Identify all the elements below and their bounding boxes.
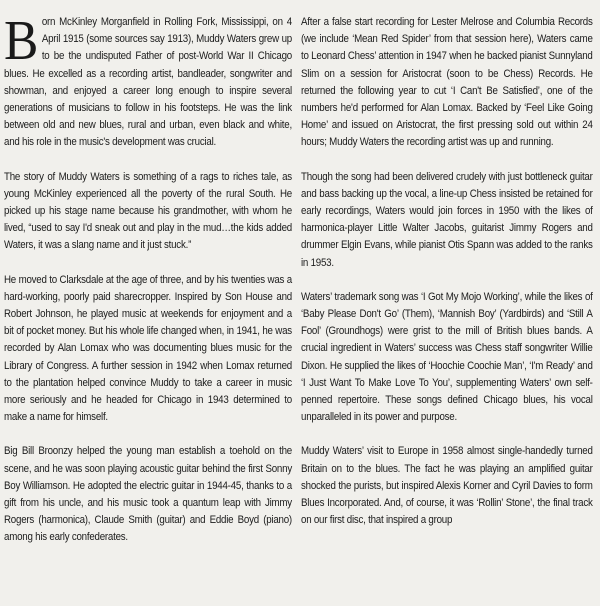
left-column — [4, 10, 292, 564]
paragraph-1-text: orn McKinley Morganfield in Rolling Fork, Mississippi, on 4 April 1915 (some sources say 1913), Muddy Waters grew up to be the undisputed Father of post-World War II Chicago blues. He excelled as a recording artist, bandleader, songwriter and showman, and enjoyed a career long enough to inspire several generations of musicians to follow in his footsteps. He was the link between old and new blues, rural and urban, even black and white, and his role in the music's development was crucial. — [4, 16, 292, 149]
paragraph-4: Big Bill Broonzy helped the young man establish a toehold on the scene, and he was soon playing acoustic guitar behind the first Sonny Boy Williamson. He adopted the electric guitar in 1944-45, thanks to a gift from his uncle, and his music took a quantum leap with Jimmy Rogers (harmonica), Claude Smith (guitar) and Eddie Boyd (piano) among his early confederates. — [4, 445, 292, 544]
paragraph-8: Muddy Waters’ visit to Europe in 1958 almost single-handedly turned Britain on to the blues. The fact he was playing an amplified guitar shocked the purists, but inspired Alexis Korner and Cyril Davies to form Blues Incorporated. And, of course, it was ‘Rollin’ Stone’, the final track on our first disc, that inspired a group — [301, 445, 593, 527]
paragraph-2: The story of Muddy Waters is something of a rags to riches tale, as young McKinley experienced all the poverty of the rural South. He picked up his stage name because his grandmother, with whom he lived, “used to say I'd sneak out and play in the mud…the kids added Waters, it was a slang name and it just stuck.” — [4, 170, 292, 252]
right-column — [301, 14, 593, 546]
paragraph-7: Waters’ trademark song was ‘I Got My Mojo Working’, while the likes of ‘Baby Please Don't Go’ (Them), ‘Mannish Boy’ (Yardbirds) and ‘Still A Fool’ (Groundhogs) were grist to the mill of British blues bands. A crucial ingredient in Waters’ success was Chess staff songwriter Willie Dixon. He supplied the likes of ‘Hoochie Coochie Man’, ‘I'm Ready’ and ‘I Just Want To Make Love To You’, supplementing Waters’ own self-penned repertoire. These songs defined Chicago blues, his vocal unparalleled in its power and purpose. — [301, 290, 593, 424]
paragraph-6: Though the song had been delivered crudely with just bottleneck guitar and bass backing up the vocal, a line-up Chess insisted be retained for early recordings, Waters would join forces in 1950 with the likes of harmonica-player Little Walter Jacobs, guitarist Jimmy Rogers and drummer Elgin Evans, while pianist Otis Spann was added to the ranks in 1953. — [301, 170, 593, 269]
paragraph-3: He moved to Clarksdale at the age of three, and by his twenties was a hard-working, poorly paid sharecropper. Inspired by Son House and Robert Johnson, he played music at weekends for enjoyment and a bit of pocket money. But his whole life changed when, in 1941, he was recorded by Alan Lomax who was documenting blues music for the Library of Congress. A further session in 1942 when Lomax returned to the plantation helped convince Muddy to take a career in music more seriously and he headed for Chicago in 1943 determined to make a name for himself. — [4, 273, 292, 424]
drop-cap: B — [4, 10, 39, 72]
paragraph-1 — [4, 10, 292, 152]
paragraph-5: After a false start recording for Lester Melrose and Columbia Records (we include ‘Mean Red Spider’ from that session here), Waters came to Leonard Chess’ attention in 1947 when he backed pianist Sunnyland Slim on a session for Aristocrat (soon to be Chess) Records. He returned the following year to cut ‘I Can't Be Satisfied’, one of the numbers he'd performed for Alan Lomax. Backed by ‘Feel Like Going Home’ and issued on Aristocrat, the first pressing sold out within 24 hours; Muddy Waters the recording artist was up and running. — [301, 16, 593, 149]
